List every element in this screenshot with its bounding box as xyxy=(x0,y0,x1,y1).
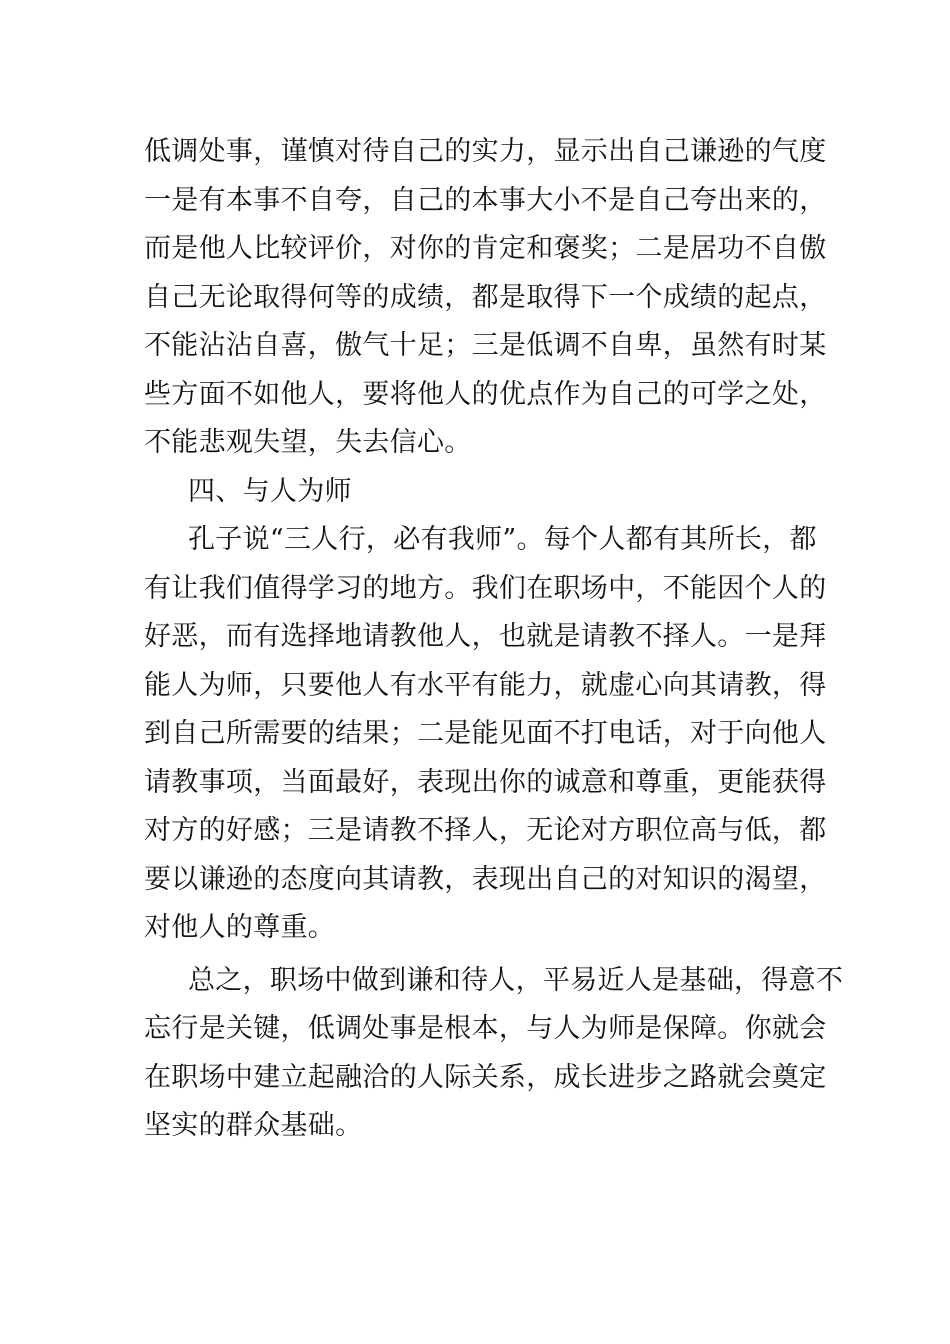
paragraph-low-profile xyxy=(144,128,827,468)
text-line: 忘行是关键，低调处事是根本，与人为师是保障。你就会 xyxy=(144,1013,827,1044)
text-line: 自己无论取得何等的成绩，都是取得下一个成绩的起点， xyxy=(144,281,827,313)
text-line: 到自己所需要的结果；二是能见面不打电话，对于向他人 xyxy=(144,718,827,749)
text-line: 不能悲观失望，失去信心。 xyxy=(144,427,472,458)
text-line: 总之，职场中做到谦和待人，平易近人是基础，得意不 xyxy=(188,964,844,996)
text-line: 对方的好感；三是请教不择人，无论对方职位高与低，都 xyxy=(144,815,827,846)
text-line: 一是有本事不自夸，自己的本事大小不是自己夸出来的， xyxy=(144,184,827,216)
text-line: 有让我们值得学习的地方。我们在职场中，不能因个人的 xyxy=(144,572,827,604)
text-line: 请教事项，当面最好，表现出你的诚意和尊重，更能获得 xyxy=(144,766,827,798)
text-line: 些方面不如他人，要将他人的优点作为自己的可学之处， xyxy=(144,378,827,410)
paragraph-conclusion xyxy=(144,957,844,1151)
text-line: 要以谦逊的态度向其请教，表现出自己的对知识的渴望， xyxy=(144,863,827,895)
text-line: 不能沾沾自喜，傲气十足；三是低调不自卑，虽然有时某 xyxy=(144,330,827,361)
section-heading: 四、与人为师 xyxy=(188,475,352,507)
text-line: 而是他人比较评价，对你的肯定和褒奖；二是居功不自傲 xyxy=(144,233,827,264)
text-line: 坚实的群众基础。 xyxy=(144,1110,363,1141)
text-line: 好恶，而有选择地请教他人，也就是请教不择人。一是拜 xyxy=(144,621,827,652)
text-line: 在职场中建立起融洽的人际关系，成长进步之路就会奠定 xyxy=(144,1061,827,1093)
document-body xyxy=(144,128,844,1151)
section-heading-4 xyxy=(144,468,814,517)
paragraph-learn-from-others xyxy=(144,516,827,953)
text-line: 低调处事，谨慎对待自己的实力，显示出自己谦逊的气度 xyxy=(144,136,827,167)
text-line: 能人为师，只要他人有水平有能力，就虚心向其请教，得 xyxy=(144,669,827,701)
text-line: 孔子说“三人行，必有我师”。每个人都有其所长，都 xyxy=(188,524,817,555)
text-line: 对他人的尊重。 xyxy=(144,912,336,943)
